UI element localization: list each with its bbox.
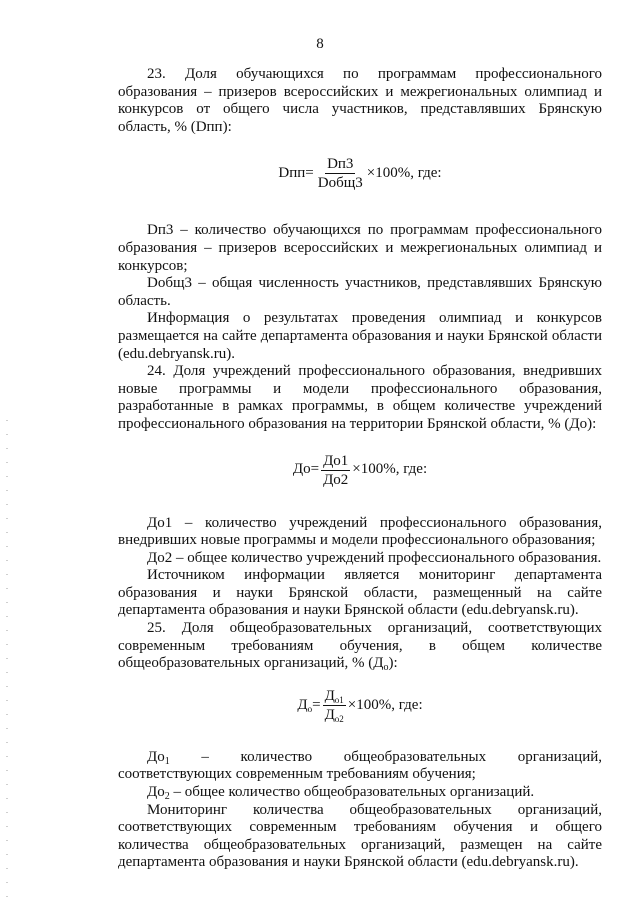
margin-dotted-line [6, 420, 8, 900]
formula-24 [118, 452, 602, 489]
formula-25-den-symbol: Д [324, 706, 335, 723]
def2-sub: 2 [164, 791, 170, 803]
section-24-definition-2: До2 – общее количество учреждений профессионального образования. [147, 549, 602, 566]
formula-25-lhs-sub: о [307, 703, 313, 714]
formula-23-lhs: Dпп= [278, 165, 314, 182]
section-23-heading: 23. Доля обучающихся по программам профессионального образования – призеров всероссийских и межрегиональных олимпиад и конкурсов от общего числа участников, представлявших Брянскую область, % (Dпп): [118, 66, 602, 135]
page-number: 8 [316, 36, 324, 52]
section-25-monitoring: Мониторинг количества общеобразовательных организаций, соответствующих современным требованиям обучения и общего количества общеобразовательных организаций, размещен на сайте департамента образования и науки Брянской области (edu.debryansk.ru). [118, 801, 602, 871]
formula-24-denominator: До2 [323, 471, 349, 488]
formula-25-den-sub: о2 [334, 713, 344, 724]
section-24-source: Источником информации является мониторинг департамента образования и науки Брянской области, размещенный на сайте департамента образования и науки Брянской области (edu.debryansk.ru). [118, 567, 602, 619]
formula-24-lhs: До= [292, 461, 320, 478]
section-25-heading-sub: о [383, 662, 389, 674]
formula-24-fraction [321, 452, 350, 489]
formula-24-numerator: До1 [323, 452, 349, 469]
formula-25-lhs-symbol: Д [297, 696, 308, 713]
formula-25-fraction [323, 687, 346, 724]
section-23-info: Информация о результатах проведения олимпиад и конкурсов размещается на сайте департамента образования и науки Брянской области (edu.debryansk.ru). [118, 310, 602, 362]
formula-25-denominator [323, 706, 346, 724]
section-24-heading: 24. Доля учреждений профессионального образования, внедривших новые программы и модели профессионального образования, разработанные в рамках программы, в общем количестве учреждений профессионального образования на территории Брянской области, % (До): [118, 363, 602, 432]
formula-25-equals: = [312, 696, 321, 713]
formula-25-num-symbol: Д [324, 687, 335, 704]
def2-text: – общее количество общеобразовательных организаций. [169, 784, 535, 801]
def1-text: – количество общеобразовательных организаций, соответствующих современным требованиям обучения; [118, 748, 602, 783]
section-25-heading [118, 620, 602, 673]
formula-23-tail: ×100%, где: [366, 165, 442, 182]
def1-sub: 1 [164, 755, 170, 767]
page-body [118, 66, 602, 872]
section-23-definition-2: Dобщ3 – общая численность участников, представлявших Брянскую область. [118, 275, 602, 309]
formula-25-numerator [323, 687, 346, 706]
formula-24-tail: ×100%, где: [352, 461, 428, 478]
formula-23-numerator: Dп3 [327, 156, 354, 173]
section-25-heading-text: 25. Доля общеобразовательных организаций, соответствующих современным требованиям обучения, в общем количестве общеобразовательных организаций, % (Д [118, 620, 602, 672]
formula-25 [118, 687, 602, 724]
formula-23 [118, 155, 602, 192]
formula-25-lhs [297, 697, 320, 715]
section-25-definition-2 [118, 784, 602, 802]
section-25-heading-end: ): [388, 655, 398, 672]
section-23-definition-1: Dп3 – количество обучающихся по программам профессионального образования – призеров всероссийских и межрегиональных олимпиад и конкурсов; [118, 222, 602, 274]
formula-25-tail: ×100%, где: [347, 696, 423, 713]
section-25-definition-1 [118, 749, 602, 784]
def1-symbol: До [147, 748, 165, 765]
formula-23-denominator: Dобщ3 [317, 175, 363, 192]
formula-23-fraction [316, 155, 365, 192]
formula-25-num-sub: о1 [334, 694, 344, 705]
section-24-definition-1: До1 – количество учреждений профессионального образования, внедривших новые программы и модели профессионального образования; [118, 514, 602, 549]
def2-symbol: До [147, 784, 165, 801]
